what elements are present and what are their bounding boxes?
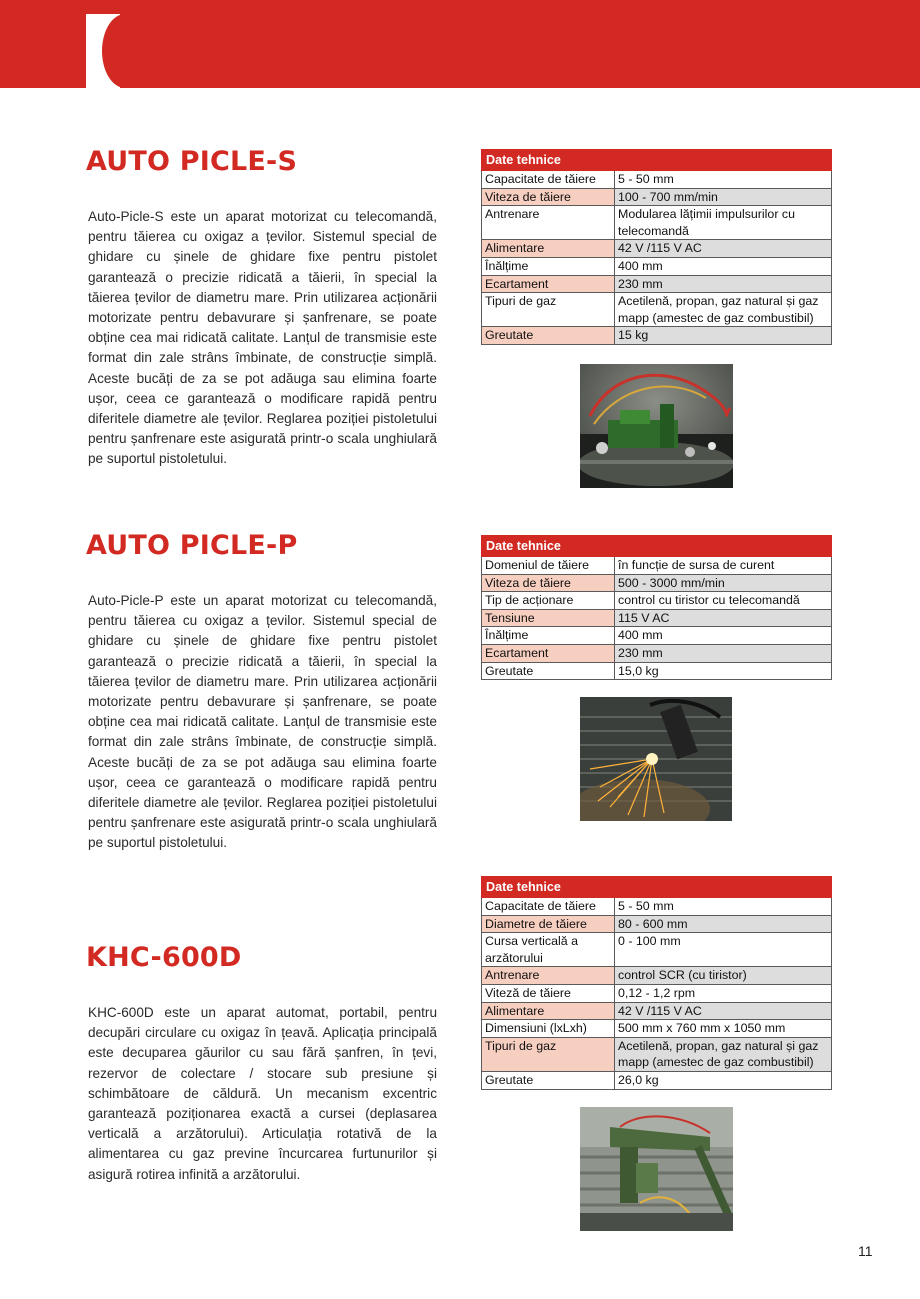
spec-table-header: Date tehnice <box>482 877 832 898</box>
spec-row <box>482 933 832 967</box>
spec-value: 5 - 50 mm <box>615 171 832 189</box>
spec-value: Acetilenă, propan, gaz natural și gaz mapp (amestec de gaz combustibil) <box>615 1037 832 1071</box>
spec-row <box>482 293 832 327</box>
spec-value: 115 V AC <box>615 609 832 627</box>
product-title-auto-picle-p: AUTO PICLE-P <box>86 530 298 561</box>
cutting-sparks-photo <box>580 697 732 821</box>
spec-row <box>482 574 832 592</box>
spec-value: Modularea lățimii impulsurilor cu telecomandă <box>615 206 832 240</box>
spec-row <box>482 898 832 916</box>
spec-value: 100 - 700 mm/min <box>615 188 832 206</box>
spec-row <box>482 1020 832 1038</box>
product-description-auto-picle-s: Auto-Picle-S este un aparat motorizat cu telecomandă, pentru tăierea cu oxigaz a țevilor. Sistemul special de ghidare cu șinele de ghidare fixe pentru pistolet garantează o precizie ridicată a tăierii, în special la tăierea țevilor de diametru mare. Prin utilizarea acționării motorizate pentru debavurare și șanfrenare, se poate obține cea mai ridicată calitate. Lanțul de transmisie este format din zale strâns îmbinate, de construcție simplă. Aceste bucăți de za se pot adăuga sau elimina foarte ușor, ceea ce garantează o modificare rapidă pentru diferitele diametre ale țevilor. Reglarea poziției pistoletului pentru șanfrenare este asigurată printr-o scala unghiulară pe suportul pistoletului. <box>88 209 437 467</box>
spec-value: 230 mm <box>615 275 832 293</box>
spec-row <box>482 984 832 1002</box>
page-number: 11 <box>858 1243 873 1259</box>
spec-row <box>482 171 832 189</box>
spec-row <box>482 275 832 293</box>
spec-row <box>482 967 832 985</box>
spec-label: Tensiune <box>482 609 615 627</box>
spec-label: Antrenare <box>482 206 615 240</box>
spec-label: Diametre de tăiere <box>482 915 615 933</box>
spec-value: în funcție de sursa de curent <box>615 557 832 575</box>
spec-label: Cursa verticală a arzătorului <box>482 933 615 967</box>
spec-label: Viteza de tăiere <box>482 574 615 592</box>
spec-row <box>482 557 832 575</box>
spec-row <box>482 662 832 680</box>
spec-value: 400 mm <box>615 627 832 645</box>
spec-value: 15,0 kg <box>615 662 832 680</box>
product-photo-khc-600d <box>580 1107 733 1231</box>
spec-row <box>482 1002 832 1020</box>
spec-row <box>482 644 832 662</box>
spec-row <box>482 1037 832 1071</box>
spec-label: Domeniul de tăiere <box>482 557 615 575</box>
spec-value: 400 mm <box>615 257 832 275</box>
product-photo-auto-picle-s <box>580 364 733 488</box>
spec-label: Viteză de tăiere <box>482 984 615 1002</box>
spec-value: Acetilenă, propan, gaz natural și gaz mapp (amestec de gaz combustibil) <box>615 293 832 327</box>
spec-label: Alimentare <box>482 240 615 258</box>
spec-label: Înălțime <box>482 627 615 645</box>
spec-row <box>482 1071 832 1089</box>
spec-label: Greutate <box>482 327 615 345</box>
spec-value: 26,0 kg <box>615 1071 832 1089</box>
spec-table-khc-600d <box>481 876 832 1090</box>
spec-row <box>482 609 832 627</box>
product-title-khc-600d: KHC-600D <box>86 942 242 973</box>
spec-label: Tipuri de gaz <box>482 293 615 327</box>
product-title-auto-picle-s: AUTO PICLE-S <box>86 146 298 177</box>
spec-table-header: Date tehnice <box>482 150 832 171</box>
spec-row <box>482 327 832 345</box>
spec-label: Ecartament <box>482 644 615 662</box>
spec-row <box>482 188 832 206</box>
spec-row <box>482 627 832 645</box>
spec-value: 0,12 - 1,2 rpm <box>615 984 832 1002</box>
header-band <box>0 0 920 88</box>
spec-table-auto-picle-p <box>481 535 832 680</box>
spec-label: Dimensiuni (lxLxh) <box>482 1020 615 1038</box>
spec-label: Înălțime <box>482 257 615 275</box>
spec-value: 80 - 600 mm <box>615 915 832 933</box>
spec-table-header: Date tehnice <box>482 536 832 557</box>
product-description-auto-picle-p: Auto-Picle-P este un aparat motorizat cu telecomandă, pentru tăierea cu oxigaz a țevilor. Sistemul special de ghidare cu șinele de ghidare fixe pentru pistolet garantează o precizie ridicată a tăierii, în special la tăierea țevilor de diametru mare. Prin utilizarea acționării motorizate pentru debavurare și șanfrenare, se poate obține cea mai ridicată calitate. Lanțul de transmisie este format din zale strâns îmbinate, de construcție simplă. Aceste bucăți de za se pot adăuga sau elimina foarte ușor, ceea ce garantează o modificare rapidă pentru diferitele diametre ale țevilor. Reglarea poziției pistoletului pentru șanfrenare este asigurată printr-o scala unghiulară pe suportul pistoletului. <box>88 593 437 851</box>
spec-value: 230 mm <box>615 644 832 662</box>
spec-value: 5 - 50 mm <box>615 898 832 916</box>
spec-label: Viteza de tăiere <box>482 188 615 206</box>
spec-table-auto-picle-s <box>481 149 832 345</box>
spec-label: Capacitate de tăiere <box>482 898 615 916</box>
spec-value: control SCR (cu tiristor) <box>615 967 832 985</box>
spec-label: Capacitate de tăiere <box>482 171 615 189</box>
spec-value: 15 kg <box>615 327 832 345</box>
spec-label: Alimentare <box>482 1002 615 1020</box>
spec-label: Greutate <box>482 1071 615 1089</box>
spec-label: Antrenare <box>482 967 615 985</box>
spec-row <box>482 206 832 240</box>
product-description-khc-600d: KHC-600D este un aparat automat, portabil, pentru decupări circulare cu oxigaz în țeavă. Aplicația principală este decuparea găurilor cu sau fără șanfren, în țevi, rezervor de colectare / stocare sub presiune și schimbătoare de căldură. Un mecanism excentric garantează poziționarea exactă a cursei (deplasarea verticală a arzătorului). Articulația rotativă de la alimentarea cu gaz previne încurcarea furtunurilor și asigură rotirea infinită a arzătorului. <box>88 1005 437 1182</box>
spec-label: Greutate <box>482 662 615 680</box>
spec-value: 500 - 3000 mm/min <box>615 574 832 592</box>
product-photo-auto-picle-p <box>580 697 732 821</box>
spec-value: 42 V /115 V AC <box>615 240 832 258</box>
spec-label: Ecartament <box>482 275 615 293</box>
spec-label: Tipuri de gaz <box>482 1037 615 1071</box>
spec-row <box>482 592 832 610</box>
spec-value: 0 - 100 mm <box>615 933 832 967</box>
spec-row <box>482 240 832 258</box>
spec-value: 42 V /115 V AC <box>615 1002 832 1020</box>
spec-value: 500 mm x 760 mm x 1050 mm <box>615 1020 832 1038</box>
spec-row <box>482 257 832 275</box>
spec-row <box>482 915 832 933</box>
spec-label: Tip de acționare <box>482 592 615 610</box>
pipe-cutter-photo <box>580 1107 733 1231</box>
spec-value: control cu tiristor cu telecomandă <box>615 592 832 610</box>
cutting-machine-photo <box>580 364 733 488</box>
